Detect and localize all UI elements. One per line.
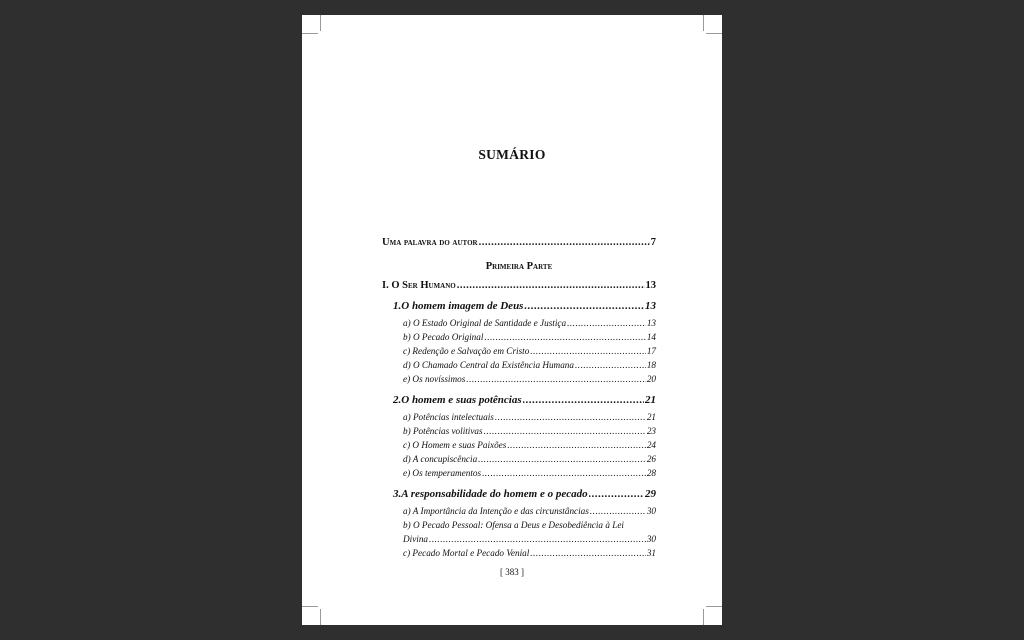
document-page xyxy=(302,15,722,625)
crop-mark xyxy=(320,609,321,625)
toc-entry-item[interactable] xyxy=(403,468,656,478)
toc-entry-label: b) O Pecado Original xyxy=(403,332,484,342)
toc-entry-item[interactable] xyxy=(403,506,656,516)
crop-mark xyxy=(703,609,704,625)
toc-entry-item[interactable] xyxy=(403,454,656,464)
toc-entry-label: c) O Homem e suas Paixões xyxy=(403,440,507,450)
toc-entry-label: b) Potências volitivas xyxy=(403,426,483,436)
toc-entry-page: 24 xyxy=(646,440,656,450)
toc-entry-label: c) Redenção e Salvação em Cristo xyxy=(403,346,530,356)
leader-dots xyxy=(429,534,646,544)
leader-dots xyxy=(524,300,644,312)
toc-entry-page: 17 xyxy=(646,346,656,356)
leader-dots xyxy=(590,506,646,516)
toc-entry-label: d) O Chamado Central da Existência Humana xyxy=(403,360,574,370)
toc-entry-label: d) A concupiscência xyxy=(403,454,478,464)
crop-mark xyxy=(706,33,722,34)
toc-entry-page: 14 xyxy=(646,332,656,342)
toc-entry-page: 21 xyxy=(645,394,656,406)
leader-dots xyxy=(523,394,644,406)
toc-entry-label: I. O Ser Humano xyxy=(382,280,456,291)
toc-entry-label: 3.A responsabilidade do homem e o pecado xyxy=(393,488,588,500)
leader-dots xyxy=(589,488,644,500)
leader-dots xyxy=(575,360,646,370)
toc-entry-page: 18 xyxy=(646,360,656,370)
crop-mark xyxy=(703,15,704,31)
toc-entry-label: e) Os novíssimos xyxy=(403,374,466,384)
toc-entry-page: 31 xyxy=(646,548,656,558)
toc-entry-label: 1.O homem imagem de Deus xyxy=(393,300,524,312)
toc-entry-section[interactable] xyxy=(393,300,656,312)
toc-entry-page: 29 xyxy=(645,488,656,500)
toc-entry-label: 2.O homem e suas potências xyxy=(393,394,522,406)
crop-mark xyxy=(302,33,318,34)
toc-entry-page: 13 xyxy=(646,318,656,328)
leader-dots xyxy=(466,374,646,384)
leader-dots xyxy=(507,440,645,450)
leader-dots xyxy=(495,412,646,422)
toc-entry-item[interactable] xyxy=(403,412,656,422)
leader-dots xyxy=(530,346,646,356)
toc-entry-label: c) Pecado Mortal e Pecado Venial xyxy=(403,548,530,558)
toc-entry-page: 28 xyxy=(646,468,656,478)
toc-entry-label: a) O Estado Original de Santidade e Justiça xyxy=(403,318,567,328)
toc-entry-page: 13 xyxy=(645,280,656,291)
toc-entry-item[interactable] xyxy=(403,332,656,342)
leader-dots xyxy=(530,548,646,558)
toc-entry-item[interactable] xyxy=(403,318,656,328)
leader-dots xyxy=(482,468,646,478)
toc-entry-item-continuation[interactable] xyxy=(403,534,656,544)
toc-entry-page: 23 xyxy=(646,426,656,436)
leader-dots xyxy=(484,426,646,436)
toc-entry-item[interactable] xyxy=(403,440,656,450)
toc-entry-label: b) O Pecado Pessoal: Ofensa a Deus e Desobediência à Lei xyxy=(403,520,624,530)
crop-mark xyxy=(320,15,321,31)
toc-entry-page: 30 xyxy=(646,534,656,544)
leader-dots xyxy=(484,332,645,342)
toc-entry-page: 30 xyxy=(646,506,656,516)
toc-entry-section[interactable] xyxy=(393,394,656,406)
leader-dots xyxy=(478,454,646,464)
toc-entry-label: a) Potências intelectuais xyxy=(403,412,494,422)
toc-entry-label: Uma palavra do autor xyxy=(382,237,478,248)
toc-entry-item[interactable] xyxy=(403,374,656,384)
toc-entry-label: a) A Importância da Intenção e das circunstâncias xyxy=(403,506,589,516)
toc-entry-page: 20 xyxy=(646,374,656,384)
crop-mark xyxy=(302,606,318,607)
toc-entry-label: e) Os temperamentos xyxy=(403,468,482,478)
toc-entry-chapter[interactable] xyxy=(382,280,656,291)
toc-entry-item[interactable] xyxy=(403,346,656,356)
page-title: SUMÁRIO xyxy=(478,147,546,162)
toc-entry-item[interactable] xyxy=(403,548,656,558)
page-number: [ 383 ] xyxy=(500,567,524,577)
crop-mark xyxy=(706,606,722,607)
leader-dots xyxy=(479,237,650,248)
toc-entry-author-note[interactable] xyxy=(382,237,656,248)
toc-entry-page: 7 xyxy=(650,237,656,248)
toc-entry-item[interactable] xyxy=(403,426,656,436)
part-heading: Primeira Parte xyxy=(485,261,553,272)
toc-entry-item[interactable] xyxy=(403,520,656,530)
toc-entry-label: Divina xyxy=(403,534,429,544)
toc-entry-section[interactable] xyxy=(393,488,656,500)
toc-entry-item[interactable] xyxy=(403,360,656,370)
toc-entry-page: 21 xyxy=(646,412,656,422)
leader-dots xyxy=(567,318,646,328)
toc-entry-page: 13 xyxy=(645,300,656,312)
toc-entry-page: 26 xyxy=(646,454,656,464)
leader-dots xyxy=(457,280,645,291)
